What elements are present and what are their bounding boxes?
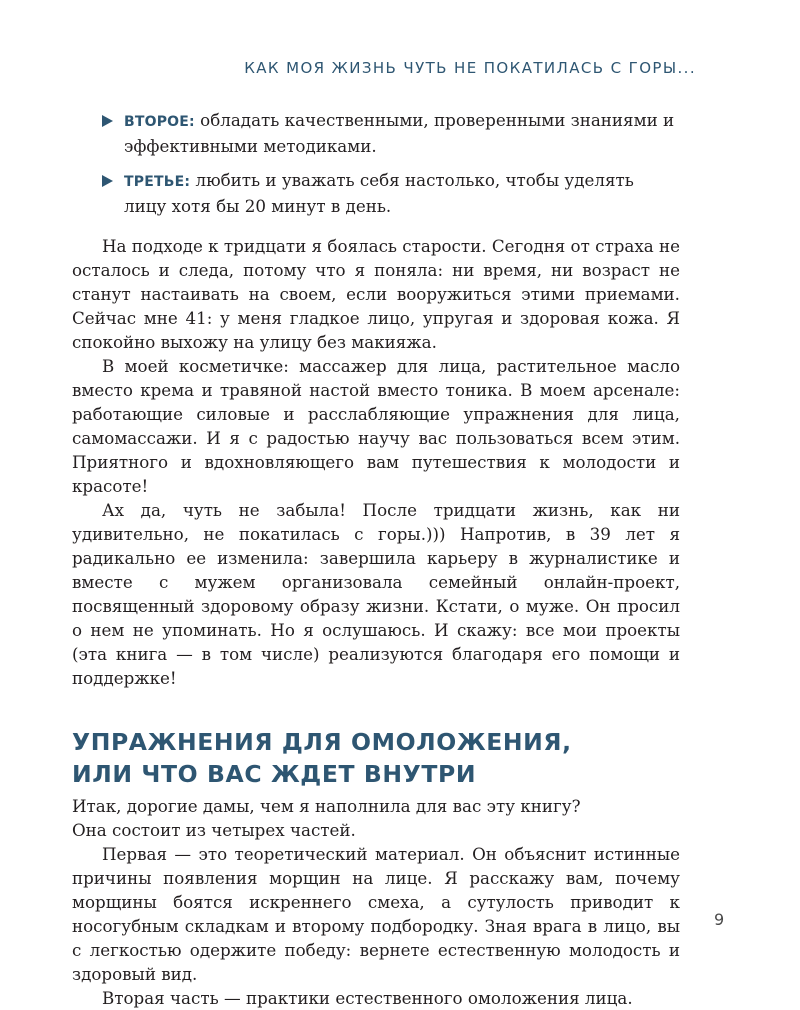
intro-line: Итак, дорогие дамы, чем я наполнила для вас эту книгу? bbox=[72, 796, 581, 816]
bullet-lead: ТРЕТЬЕ: bbox=[124, 174, 191, 190]
bullet-item bbox=[72, 108, 680, 158]
bullet-item bbox=[72, 168, 680, 218]
body-paragraph: Ах да, чуть не забыла! После тридцати жизнь, как ни удивительно, не покатилась с горы.))) Напротив, в 39 лет я радикально ее изменила: завершила карьеру в журналистике и вместе с мужем организовала семейный онлайн-проект, посвященный здоровому образу жизни. Кстати, о муже. Он просил о нем не упоминать. Но я ослушаюсь. И скажу: все мои проекты (эта книга — в том числе) реализуются благодаря его помощи и поддержке! bbox=[72, 500, 680, 688]
triangle-bullet-icon bbox=[102, 175, 113, 187]
body-paragraph: На подходе к тридцати я боялась старости. Сегодня от страха не осталось и следа, потому что я поняла: ни время, ни возраст не станут настаивать на своем, если вооружиться этими приемами. Сейчас мне 41: у меня гладкое лицо, упругая и здоровая кожа. Я спокойно выхожу на улицу без макияжа. bbox=[72, 236, 680, 352]
body-paragraph: Вторая часть — практики естественного омоложения лица. bbox=[102, 988, 633, 1008]
body-paragraph: Первая — это теоретический материал. Он объяснит истинные причины появления морщин на лице. Я расскажу вам, почему морщины боятся искреннего смеха, а сутулость приводит к носогубным складкам и второму подбородку. Зная врага в лицо, вы с легкостью одержите победу: вернете естественную молодость и здоровый вид. bbox=[72, 844, 680, 984]
bullet-lead: ВТОРОЕ: bbox=[124, 114, 195, 130]
bullet-text: любить и уважать себя настолько, чтобы уделять лицу хотя бы 20 минут в день. bbox=[124, 170, 634, 216]
section-heading-line: УПРАЖНЕНИЯ ДЛЯ ОМОЛОЖЕНИЯ, bbox=[72, 728, 572, 756]
bullet-list bbox=[72, 108, 680, 218]
section-heading-line: ИЛИ ЧТО ВАС ЖДЕТ ВНУТРИ bbox=[72, 760, 477, 788]
running-head: КАК МОЯ ЖИЗНЬ ЧУТЬ НЕ ПОКАТИЛАСЬ С ГОРЫ... bbox=[244, 59, 696, 77]
page-number: 9 bbox=[714, 910, 725, 929]
page-content bbox=[72, 108, 680, 1010]
body-paragraph: В моей косметичке: массажер для лица, растительное масло вместо крема и травяной настой вместо тоника. В моем арсенале: работающие силовые и расслабляющие упражнения для лица, самомассажи. И я с радостью научу вас пользоваться всем этим. Приятного и вдохновляющего вам путешествия к молодости и красоте! bbox=[72, 356, 680, 496]
bullet-text: обладать качественными, проверенными знаниями и эффективными методиками. bbox=[124, 110, 675, 156]
section-heading bbox=[72, 726, 680, 790]
triangle-bullet-icon bbox=[102, 115, 113, 127]
intro-line: Она состоит из четырех частей. bbox=[72, 820, 356, 840]
